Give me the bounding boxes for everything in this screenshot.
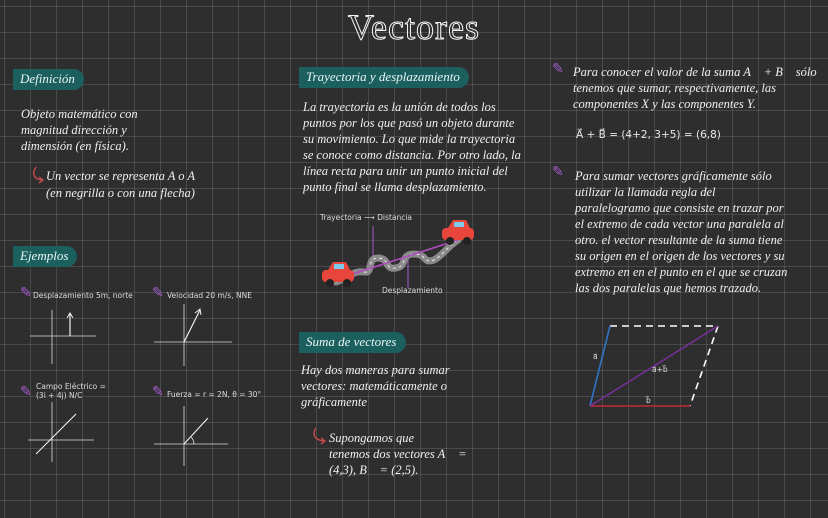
- trayectoria-label-bottom: Desplazamiento: [382, 286, 443, 295]
- definicion-note-2: (en negrilla o con una flecha): [46, 186, 195, 200]
- right-p1-marker-icon: ✎: [552, 61, 564, 77]
- right-p2-marker-icon: ✎: [552, 164, 564, 180]
- example-2-marker-icon: ✎: [152, 285, 164, 301]
- right-p1-line1: Para conocer el valor de la suma A⃗ + B⃗ sólo: [573, 65, 817, 79]
- suma-note-2: tenemos dos vectores A⃗ =: [329, 447, 467, 461]
- label-vector-b: b⃗: [646, 396, 651, 405]
- example-4-label: Fuerza = r = 2N, θ = 30°: [167, 390, 262, 399]
- label-vector-a: a⃗: [593, 352, 598, 361]
- suma-note-3: (4,3), B⃗ = (2,5).: [329, 463, 419, 477]
- example-2-label: Velocidad 20 m/s, NNE: [167, 291, 252, 300]
- example-2-axes: [152, 302, 236, 368]
- trayectoria-heading: Trayectoria y desplazamiento: [299, 67, 469, 88]
- curved-arrow-icon: [30, 165, 46, 187]
- example-3-axes: [26, 400, 98, 464]
- suma-curved-arrow-icon: [312, 426, 328, 448]
- page-title: Vectores: [348, 7, 480, 47]
- definicion-note-1: Un vector se representa A o A⃗: [46, 169, 205, 183]
- suma-note-1: Supongamos que: [329, 431, 415, 445]
- example-1-label: Desplazamiento 5m, norte: [33, 291, 133, 300]
- definicion-heading: Definición: [13, 69, 84, 90]
- label-vector-sum: a⃗+b⃗: [652, 365, 668, 374]
- right-p1-line2: tenemos que sumar, respectivamente, las: [573, 81, 776, 95]
- example-3-marker-icon: ✎: [20, 384, 32, 400]
- vector-a: [590, 326, 610, 406]
- example-4-marker-icon: ✎: [152, 384, 164, 400]
- definicion-text: Objeto matemático con magnitud dirección y dimensión (en física).: [21, 107, 138, 153]
- trayectoria-label-top: Trayectoria ⟶ Distancia: [320, 213, 413, 222]
- right-p1-line3: componentes X y las componentes Y.: [573, 97, 756, 111]
- suma-heading: Suma de vectores: [299, 332, 406, 353]
- suma-text: Hay dos maneras para sumar vectores: matemáticamente o gráficamente: [301, 363, 450, 409]
- right-p2-text: Para sumar vectores gráficamente sólo utilizar la llamada regla del paralelogramo que consiste en trazar por el extremo de cada vector una paralela al otro. el vector resultante de la suma tiene su origen en el origen de los vectores y su extremo en en el punto en el que se cruzan las dos paralelas que hemos trazado.: [575, 169, 788, 295]
- example-1-marker-icon: ✎: [20, 285, 32, 301]
- sum-formula: A⃗ + B⃗ = (4+2, 3+5) = (6,8): [576, 129, 721, 141]
- example-4-axes: [152, 404, 232, 468]
- example-3-label: Campo Eléctrico = (3i + 4j) N/C: [36, 382, 106, 400]
- trayectoria-text: La trayectoria es la unión de todos los puntos por los que pasó un objeto durante su movimiento. Lo que mide la trayectoria se conoce como distancia. Por otro lado, la línea recta para unir un punto inicial del punto final se llama desplazamiento.: [303, 100, 521, 194]
- example-1-axes: [28, 308, 100, 366]
- ejemplos-heading: Ejemplos: [13, 246, 77, 267]
